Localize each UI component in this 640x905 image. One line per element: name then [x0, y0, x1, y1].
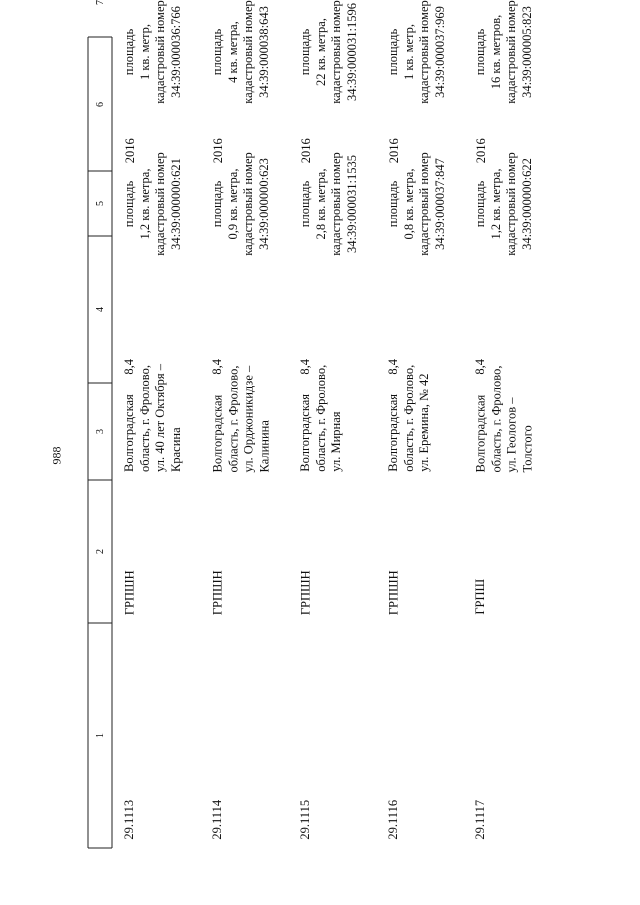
row-2-area-cell: [209, 151, 286, 256]
header-label: 4: [94, 307, 106, 312]
cell-line: Волгоградская: [386, 393, 401, 472]
rotation-wrapper: [122, 800, 138, 840]
cell-text: 8,4: [473, 358, 488, 375]
row-5-number-cell: [473, 623, 548, 848]
rotation-wrapper: [210, 800, 226, 840]
rotation-wrapper: [95, 733, 106, 738]
rotation-wrapper: [122, 570, 138, 615]
rotation-wrapper: [210, 359, 226, 375]
cell-line: 4 кв. метра,: [225, 21, 240, 83]
row-4-type-cell: [386, 480, 461, 623]
cell-line: 34:39:000036:766: [168, 6, 183, 98]
rotation-wrapper: [473, 800, 489, 840]
row-1-type-cell: [122, 480, 198, 623]
row-4-zone-cell: [386, 0, 461, 104]
cell-line: Калинина: [256, 419, 271, 472]
rotation-wrapper: [298, 138, 314, 163]
rotation-wrapper: [95, 201, 106, 206]
row-1-area-cell: [121, 151, 198, 256]
cell-line: 22 кв. метра,: [313, 18, 328, 86]
cell-text: 29.1114: [210, 799, 225, 840]
cell-text: 8,4: [122, 358, 137, 375]
cell-line: 2,8 кв. метра,: [313, 168, 328, 239]
cell-line: 34:39:000037:847: [432, 157, 447, 250]
header-cell-5: [88, 171, 112, 236]
cell-text: 29.1115: [298, 799, 313, 840]
row-2-zone-cell: [210, 0, 286, 104]
header-label: 2: [94, 549, 106, 554]
cell-text: 2016: [210, 137, 225, 163]
rotation-wrapper: [386, 800, 402, 840]
cell-text: [386, 0, 448, 104]
rotation-wrapper: [210, 570, 226, 615]
cell-text: 2016: [298, 137, 313, 163]
row-5-zone-cell: [473, 0, 548, 104]
cell-text: 8,4: [210, 358, 225, 375]
cell-line: ул. Еремина, № 42: [417, 373, 432, 472]
row-3-area-cell: [297, 151, 374, 256]
cell-line: область, г. Фролово,: [137, 365, 152, 472]
row-5-area-cell: [472, 151, 548, 256]
header-label: 5: [94, 201, 106, 206]
cell-text: 2016: [386, 137, 401, 163]
cell-line: область, г. Фролово,: [225, 365, 240, 472]
rotation-wrapper: [95, 307, 106, 312]
cell-line: площадь: [121, 28, 136, 76]
cell-line: площадь: [297, 28, 312, 76]
header-cell-6: [88, 37, 112, 171]
row-2-type-cell: [210, 480, 286, 623]
row-3-type-cell: [298, 480, 374, 623]
row-5-pressure-cell: [473, 236, 548, 383]
cell-line: площадь: [209, 28, 224, 76]
cell-text: 29.1117: [473, 799, 488, 840]
cell-text: ГРПШН: [122, 569, 137, 615]
row-1-pressure-cell: [122, 236, 198, 383]
row-4-pressure-cell: [386, 236, 461, 383]
row-2-number-cell: [210, 623, 286, 848]
cell-line: кадастровый номер: [328, 0, 343, 104]
row-3-zone-cell: [298, 0, 374, 104]
cell-line: 34:39:000005:823: [519, 6, 534, 98]
cell-line: область, г. Фролово,: [313, 364, 328, 472]
cell-line: 34:39:000000:623: [256, 157, 271, 250]
row-4-area-cell: [385, 151, 461, 256]
header-cell-1: [88, 623, 112, 848]
cell-line: ул. Орджоникидзе –: [240, 365, 255, 472]
rotation-wrapper: [95, 102, 106, 107]
rotation-wrapper: [386, 359, 402, 375]
row-3-number-cell: [298, 623, 374, 848]
rotation-wrapper: [95, 0, 106, 5]
cell-text: [210, 0, 272, 104]
cell-text: 8,4: [298, 358, 313, 375]
header-cell-7: [88, 0, 112, 5]
rotation-wrapper: [210, 0, 272, 104]
cell-text: 8,4: [386, 358, 401, 375]
rotation-wrapper: [473, 0, 535, 104]
cell-line: 34:39:000031:1535: [344, 154, 359, 253]
cell-line: кадастровый номер: [416, 151, 431, 256]
rotation-wrapper: [95, 429, 106, 434]
cell-line: 34:39:000038:643: [256, 6, 271, 98]
cell-text: ГРПШ: [473, 578, 488, 615]
cell-text: 2016: [473, 137, 488, 163]
cell-line: площадь: [297, 180, 312, 227]
row-5-type-cell: [473, 480, 548, 623]
rotation-wrapper: [473, 359, 489, 375]
rotation-wrapper: [298, 359, 314, 375]
rotation-wrapper: [386, 0, 448, 104]
rotation-wrapper: [298, 0, 360, 104]
rotation-wrapper: [386, 570, 402, 615]
cell-text: ГРПШН: [298, 569, 313, 615]
cell-line: 0,9 кв. метра,: [225, 168, 240, 239]
cell-line: кадастровый номер: [416, 0, 431, 104]
header-cell-2: [88, 480, 112, 623]
rotation-wrapper: [210, 138, 226, 163]
cell-line: 1,2 кв. метра,: [137, 168, 152, 239]
cell-line: ул. Геологов –: [503, 397, 518, 472]
cell-line: Красина: [168, 427, 183, 472]
cell-line: область, г. Фролово,: [488, 365, 503, 472]
rotation-wrapper: [95, 549, 106, 554]
cell-line: площадь: [385, 28, 400, 76]
cell-line: Волгоградская: [209, 394, 224, 472]
rotation-wrapper: [298, 570, 314, 615]
cell-line: Волгоградская: [298, 393, 313, 472]
cell-line: кадастровый номер: [328, 151, 343, 256]
cell-line: Волгоградская: [472, 394, 487, 472]
cell-line: область, г. Фролово,: [401, 364, 416, 472]
row-4-number-cell: [386, 623, 461, 848]
cell-text: [122, 0, 184, 104]
cell-line: площадь: [385, 180, 400, 227]
cell-text: 2016: [122, 137, 137, 163]
cell-line: 1 кв. метр,: [401, 23, 416, 81]
page-number: 988: [49, 446, 64, 464]
cell-line: кадастровый номер: [240, 0, 255, 104]
cell-line: кадастровый номер: [152, 0, 167, 104]
rotation-wrapper: [473, 579, 489, 615]
cell-text: ГРПШН: [386, 569, 401, 615]
rotation-wrapper: [122, 359, 138, 375]
rotation-wrapper: [122, 0, 184, 104]
cell-line: кадастровый номер: [503, 151, 518, 256]
header-label: 1: [94, 733, 106, 738]
cell-line: Волгоградская: [121, 394, 136, 472]
cell-line: 34:39:000037:969: [432, 6, 447, 98]
cell-line: 1,2 кв. метра,: [488, 168, 503, 239]
cell-line: ул. 40 лет Октября –: [152, 364, 167, 472]
header-label: 7: [94, 0, 106, 5]
rotation-wrapper: [122, 138, 138, 163]
header-cell-3: [88, 383, 112, 480]
header-label: 3: [94, 429, 106, 434]
rotation-wrapper: [298, 800, 314, 840]
cell-line: кадастровый номер: [240, 151, 255, 256]
cell-line: 34:39:000000:622: [519, 157, 534, 250]
cell-line: 0,8 кв. метра,: [401, 168, 416, 239]
row-1-zone-cell: [122, 0, 198, 104]
cell-line: Толстого: [519, 424, 534, 472]
cell-line: площадь: [472, 28, 487, 76]
cell-line: ул. Мирная: [329, 411, 344, 472]
cell-text: [298, 0, 360, 104]
cell-line: площадь: [472, 180, 487, 227]
cell-line: площадь: [209, 180, 224, 227]
header-cell-4: [88, 236, 112, 383]
cell-line: 16 кв. метров,: [488, 14, 503, 90]
row-1-number-cell: [122, 623, 198, 848]
row-2-pressure-cell: [210, 236, 286, 383]
cell-text: 29.1116: [386, 799, 401, 840]
cell-text: ГРПШН: [210, 569, 225, 615]
cell-line: кадастровый номер: [152, 151, 167, 256]
cell-text: 29.1113: [122, 799, 137, 840]
header-label: 6: [94, 101, 106, 107]
cell-line: 34:39:000000:621: [168, 157, 183, 250]
cell-line: площадь: [121, 180, 136, 227]
row-3-pressure-cell: [298, 236, 374, 383]
rotation-wrapper: [473, 138, 489, 163]
cell-line: кадастровый номер: [503, 0, 518, 104]
rotation-wrapper: [386, 138, 402, 163]
cell-text: [473, 0, 535, 104]
cell-line: 34:39:000031:1596: [344, 3, 359, 101]
cell-line: 1 кв. метр,: [137, 23, 152, 81]
